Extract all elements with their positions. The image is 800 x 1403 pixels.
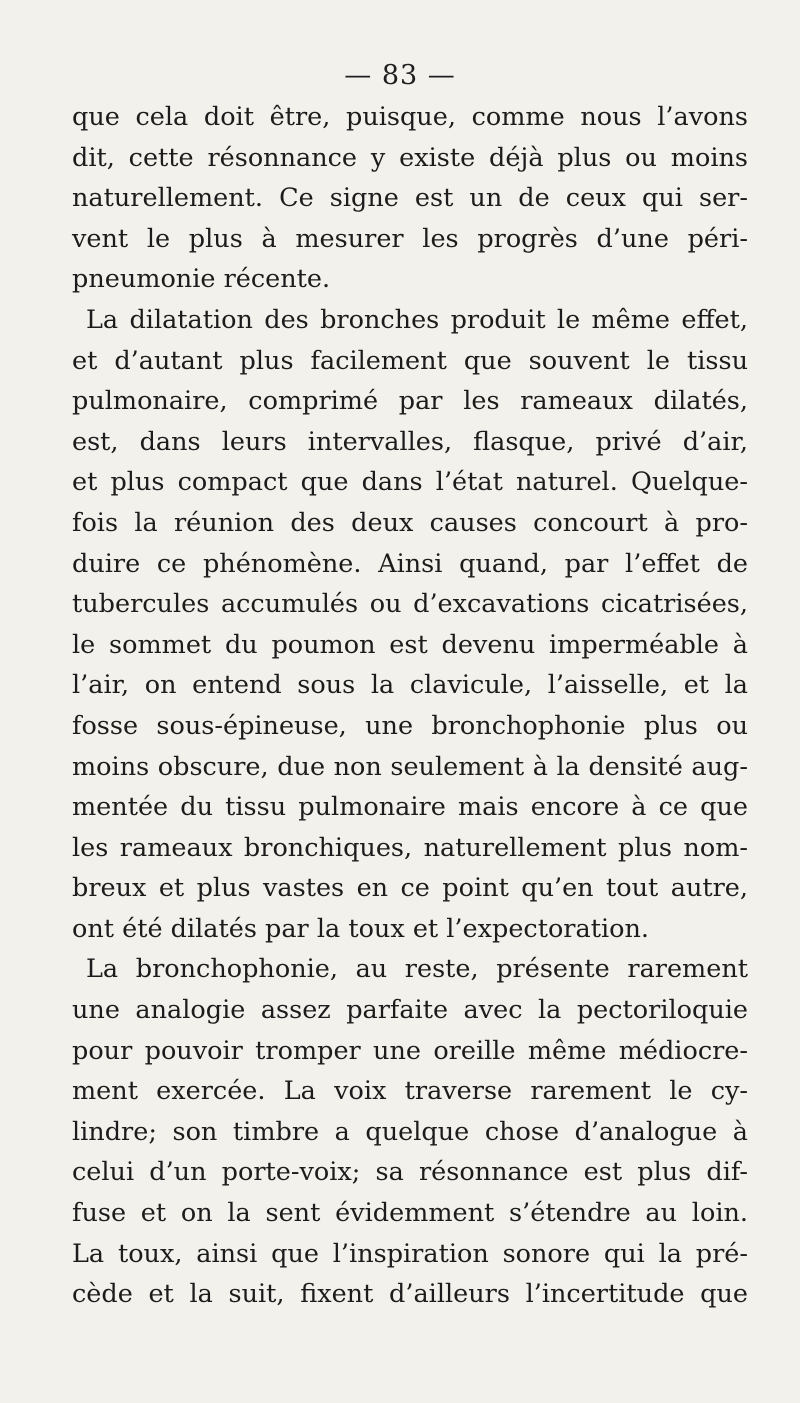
text-line: pneumonie récente. <box>72 264 331 295</box>
text-line: La dilatation des bronches produit le même effet, <box>86 304 748 335</box>
text-line: pulmonaire, comprimé par les rameaux dilatés, <box>72 386 748 417</box>
body-text <box>72 97 748 1315</box>
text-line: pour pouvoir tromper une oreille même médiocre- <box>72 1035 748 1066</box>
text-line: et d’autant plus facilement que souvent le tissu <box>72 345 748 376</box>
text-line: une analogie assez parfaite avec la pectoriloquie <box>72 995 748 1026</box>
text-line: moins obscure, due non seulement à la densité aug- <box>72 751 748 782</box>
text-line: les rameaux bronchiques, naturellement plus nom- <box>72 832 748 863</box>
text-line: breux et plus vastes en ce point qu’en tout autre, <box>72 873 748 904</box>
text-line: dit, cette résonnance y existe déjà plus ou moins <box>72 142 748 173</box>
text-line: celui d’un porte-voix; sa résonnance est plus dif- <box>72 1157 748 1188</box>
text-line: mentée du tissu pulmonaire mais encore à ce que <box>72 792 748 823</box>
text-line: vent le plus à mesurer les progrès d’une péri- <box>72 223 748 254</box>
text-line: l’air, on entend sous la clavicule, l’aisselle, et la <box>72 670 748 701</box>
text-line: fois la réunion des deux causes concourt à pro- <box>72 507 748 538</box>
text-line: lindre; son timbre a quelque chose d’analogue à <box>72 1116 748 1147</box>
text-line: ment exercée. La voix traverse rarement le cy- <box>72 1076 748 1107</box>
text-line: La bronchophonie, au reste, présente rarement <box>86 954 748 985</box>
text-line: que cela doit être, puisque, comme nous l’avons <box>72 102 748 132</box>
text-line: est, dans leurs intervalles, flasque, privé d’air, <box>72 426 748 457</box>
text-line: et plus compact que dans l’état naturel. Quelque- <box>72 467 748 498</box>
text-line: fosse sous-épineuse, une bronchophonie plus ou <box>72 710 748 741</box>
text-line: La toux, ainsi que l’inspiration sonore qui la pré- <box>72 1238 748 1269</box>
text-line: cède et la suit, fixent d’ailleurs l’incertitude que <box>72 1279 748 1310</box>
text-line: le sommet du poumon est devenu imperméable à <box>72 629 748 660</box>
page-number: — 83 — <box>344 60 456 91</box>
text-line: duire ce phénomène. Ainsi quand, par l’effet de <box>72 548 748 579</box>
text-line: ont été dilatés par la toux et l’expectoration. <box>72 913 649 944</box>
text-line: tubercules accumulés ou d’excavations cicatrisées, <box>72 589 748 620</box>
text-line: fuse et on la sent évidemment s’étendre au loin. <box>72 1198 748 1229</box>
text-line: naturellement. Ce signe est un de ceux qui ser- <box>72 183 748 214</box>
